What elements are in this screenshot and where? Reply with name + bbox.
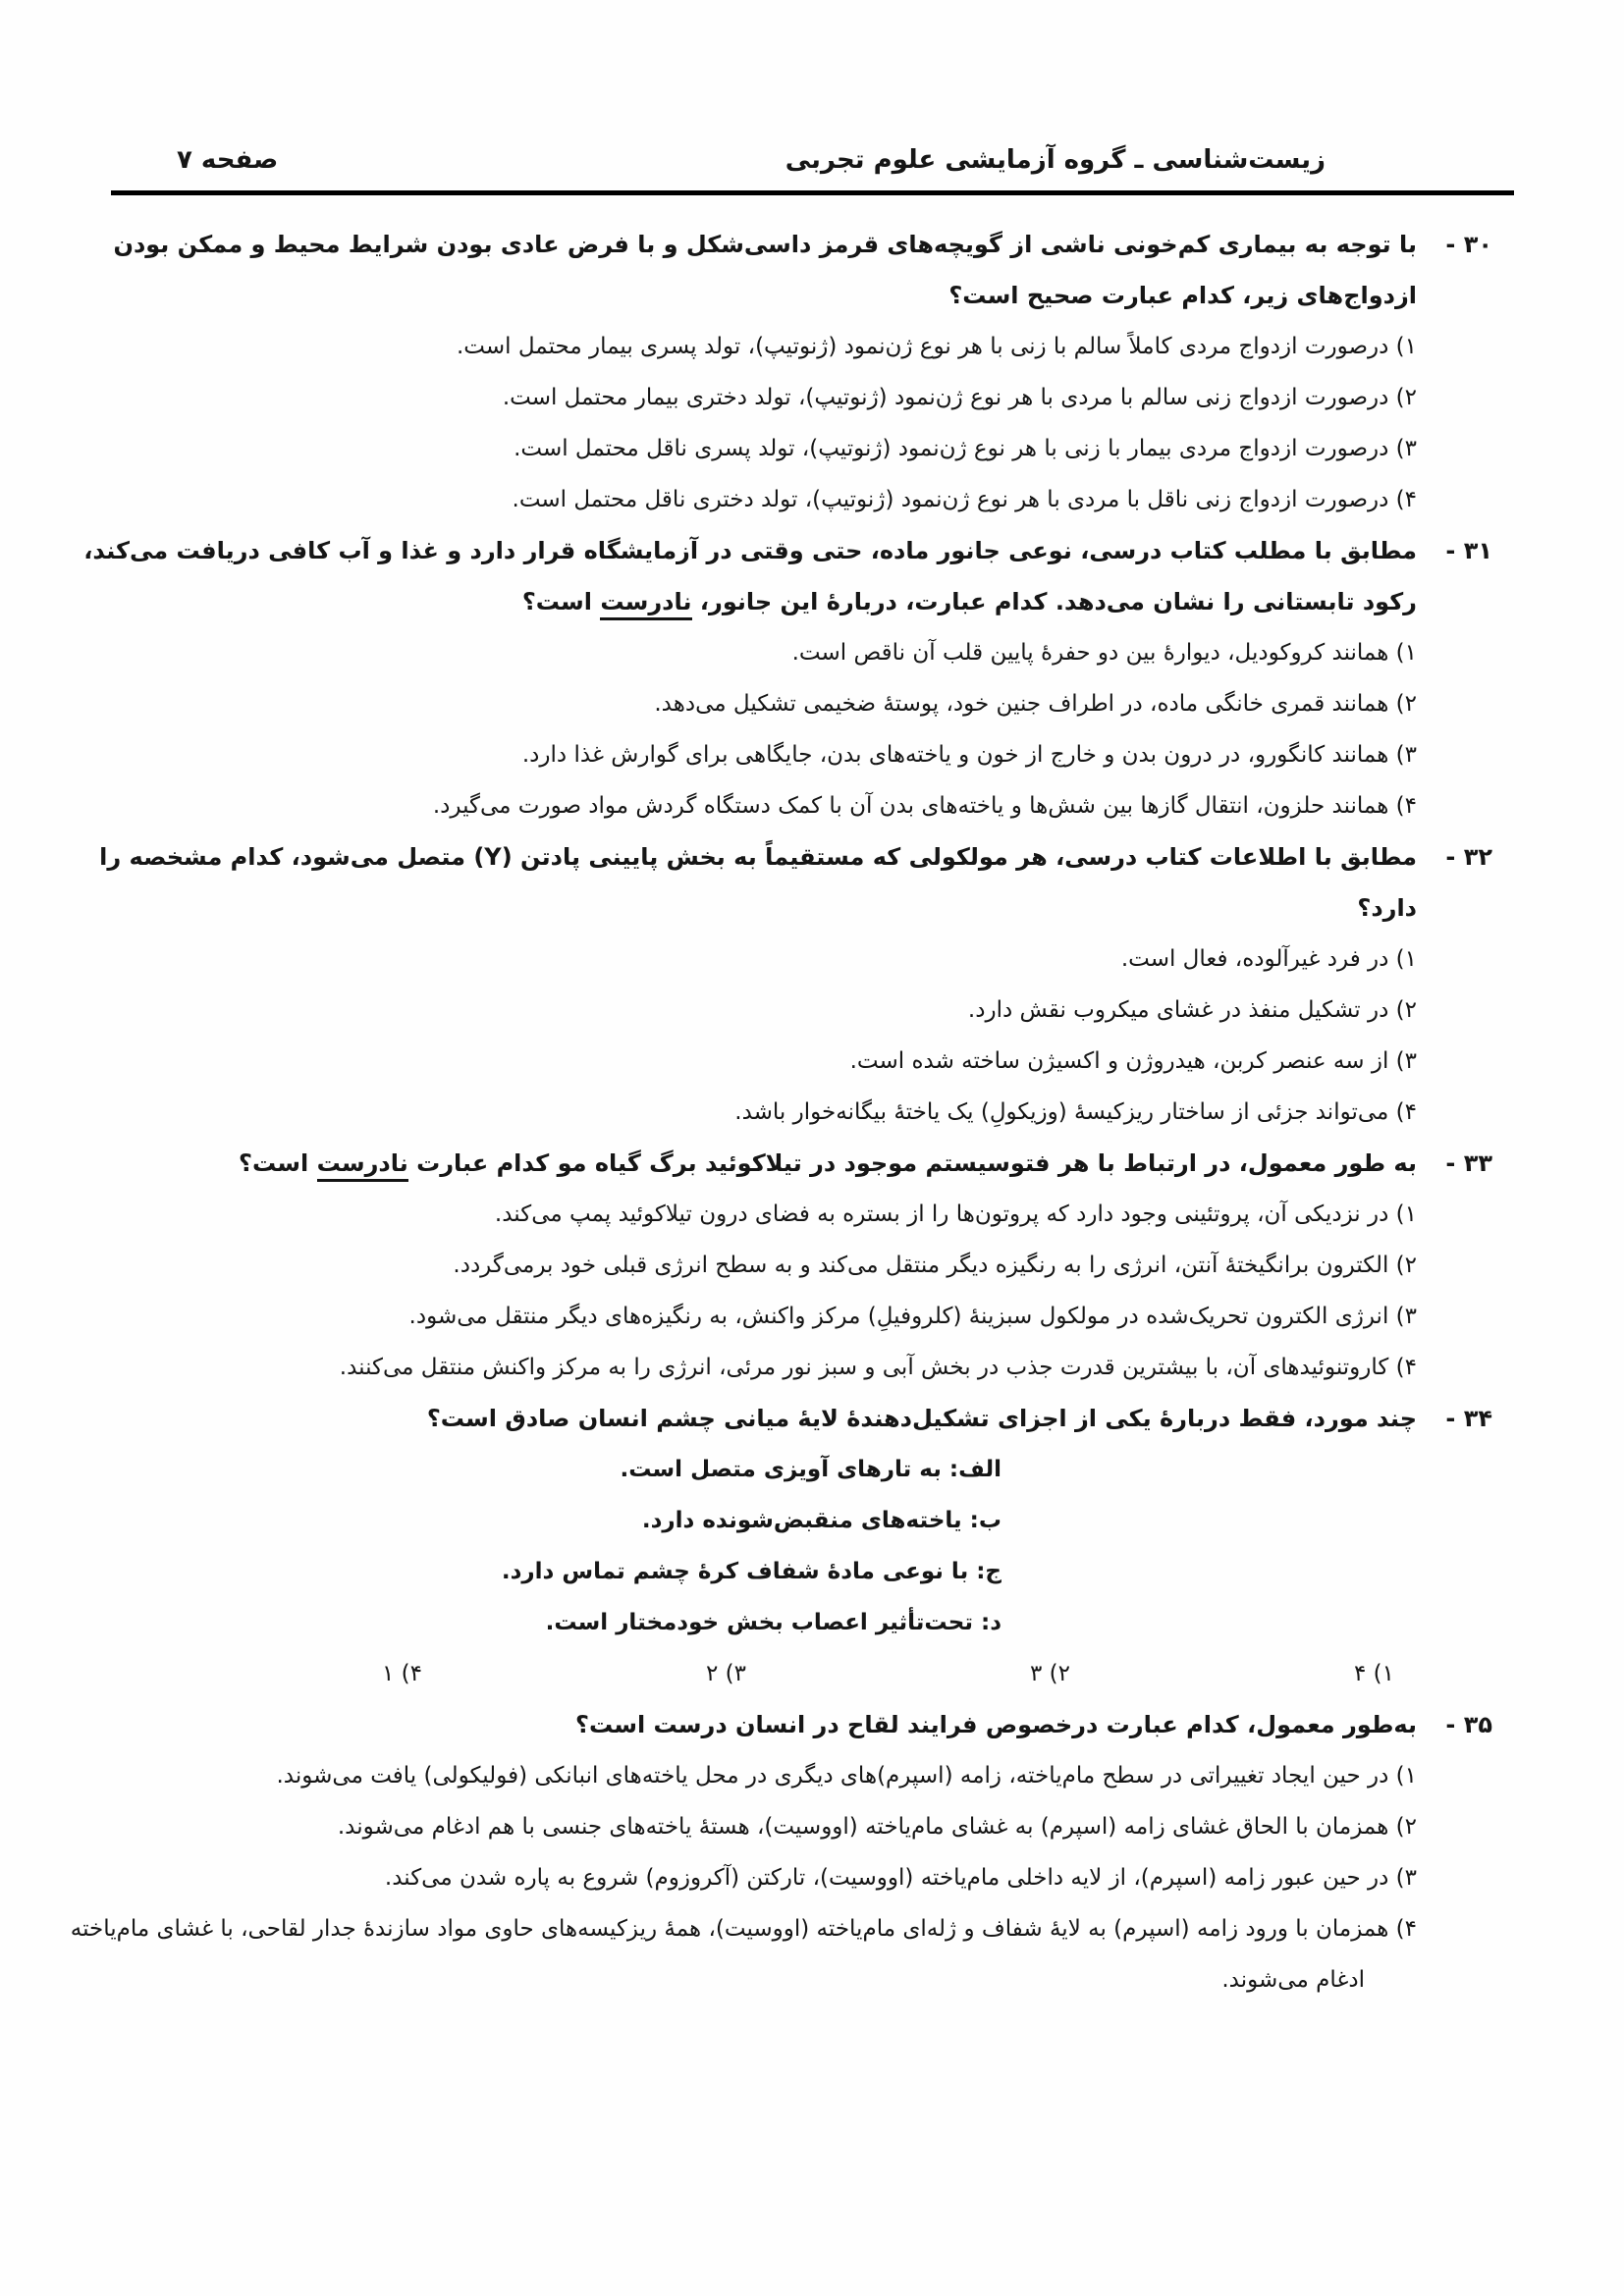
question-32-stem-text: مطابق با اطلاعات کتاب درسی، هر مولکولی که مستقیماً به بخش پایینی پادتن (Y) متصل می‌شود، کدام مشخصه را دارد؟ <box>99 843 1417 922</box>
question-30-stem <box>69 219 1492 321</box>
question-34 <box>69 1393 1492 1699</box>
question-33-stem-text: به طور معمول، در ارتباط با هر فتوسیستم موجود در تیلاکوئید برگ گیاه مو کدام عبارت <box>407 1149 1417 1177</box>
question-33-number: ۳۳ - <box>1445 1149 1492 1177</box>
question-32 <box>69 831 1492 1138</box>
question-31-option-2: ۲) همانند قمری خانگی ماده، در اطراف جنین خود، پوستهٔ ضخیمی تشکیل می‌دهد. <box>654 691 1417 717</box>
question-32-option-4: ۴) می‌تواند جزئی از ساختار ریزکیسهٔ (وزیکولِ) یک یاختهٔ بیگانه‌خوار باشد. <box>734 1099 1417 1125</box>
question-31-stem <box>69 525 1492 627</box>
question-30-option-1: ۱) درصورت ازدواج مردی کاملاً سالم با زنی با هر نوع ژن‌نمود (ژنوتیپ)، تولد پسری بیمار محتمل است. <box>456 334 1417 359</box>
question-32-number: ۳۲ - <box>1445 843 1492 871</box>
question-31-option-1: ۱) همانند کروکودیل، دیوارهٔ بین دو حفرهٔ پایین قلب آن ناقص است. <box>791 640 1417 666</box>
question-31-number: ۳۱ - <box>1445 537 1492 564</box>
question-34-choices-row <box>69 1648 1492 1699</box>
question-35-option-3: ۳) در حین عبور زامه (اسپرم)، از لایه داخلی مام‌یاخته (اووسیت)، تارکتن (آکروزوم) شروع به پاره شدن می‌کند. <box>384 1865 1417 1891</box>
question-32-option-2: ۲) در تشکیل منفذ در غشای میکروب نقش دارد. <box>967 997 1417 1023</box>
question-33 <box>69 1138 1492 1393</box>
exam-title: زیست‌شناسی ـ گروه آزمایشی علوم تجربی <box>785 145 1326 175</box>
question-34-choice-4: ۴) ۱ <box>381 1661 422 1686</box>
question-31-underlined-word: نادرست <box>600 588 691 620</box>
question-30-option-2: ۲) درصورت ازدواج زنی سالم با مردی با هر نوع ژن‌نمود (ژنوتیپ)، تولد دختری بیمار محتمل است. <box>502 385 1417 410</box>
question-32-option-3: ۳) از سه عنصر کربن، هیدروژن و اکسیژن ساخته شده است. <box>849 1048 1417 1074</box>
question-31-option-3: ۳) همانند کانگورو، در درون بدن و خارج از خون و یاخته‌های بدن، جایگاهی برای گوارش غذا دارد. <box>521 742 1417 768</box>
question-34-choice-1: ۱) ۴ <box>1353 1661 1394 1686</box>
question-33-option-4: ۴) کاروتنوئیدهای آن، با بیشترین قدرت جذب در بخش آبی و سبز نور مرئی، انرژی را به مرکز واکنش منتقل می‌کنند. <box>339 1355 1417 1380</box>
page-header <box>69 145 1492 175</box>
question-33-option-2: ۲) الکترون برانگیختهٔ آنتن، انرژی را به رنگیزه دیگر منتقل می‌کند و به سطح انرژی قبلی خود برمی‌گردد. <box>453 1253 1417 1278</box>
question-35-number: ۳۵ - <box>1445 1711 1492 1738</box>
question-33-option-3: ۳) انرژی الکترون تحریک‌شده در مولکول سبزینهٔ (کلروفیلِ) مرکز واکنش، به رنگیزه‌های دیگر منتقل می‌شود. <box>408 1304 1417 1329</box>
question-31-option-4: ۴) همانند حلزون، انتقال گازها بین شش‌ها و یاخته‌های بدن آن با کمک دستگاه گردش مواد صورت می‌گیرد. <box>432 793 1417 819</box>
question-30-stem-text: با توجه به بیماری کم‌خونی ناشی از گویچه‌های قرمز داسی‌شکل و با فرض عادی بودن شرایط محیط و ممکن بودن ازدواج‌های زیر، کدام عبارت صحیح است؟ <box>113 231 1417 309</box>
question-34-item-jim: ج: با نوعی مادهٔ شفاف کرهٔ چشم تماس دارد. <box>501 1559 1001 1584</box>
question-34-number: ۳۴ - <box>1445 1405 1492 1432</box>
question-35-stem-text: به‌طور معمول، کدام عبارت درخصوص فرایند لقاح در انسان درست است؟ <box>575 1711 1417 1738</box>
question-34-stem-text: چند مورد، فقط دربارهٔ یکی از اجزای تشکیل‌دهندهٔ لایهٔ میانی چشم انسان صادق است؟ <box>426 1405 1417 1432</box>
question-35-option-2: ۲) همزمان با الحاق غشای زامه (اسپرم) به غشای مام‌یاخته (اووسیت)، هستهٔ یاخته‌های جنسی با هم ادغام می‌شوند. <box>337 1814 1417 1840</box>
question-35-option-4: ۴) همزمان با ورود زامه (اسپرم) به لایهٔ شفاف و ژله‌ای مام‌یاخته (اووسیت)، همهٔ ریزکیسه‌های حاوی مواد سازندهٔ جدار لقاحی، با غشای مام‌یاخته ادغام می‌شوند. <box>70 1916 1417 1993</box>
header-divider <box>111 190 1514 195</box>
question-30-option-3: ۳) درصورت ازدواج مردی بیمار با زنی با هر نوع ژن‌نمود (ژنوتیپ)، تولد پسری ناقل محتمل است. <box>514 436 1417 461</box>
question-34-item-be: ب: یاخته‌های منقبض‌شونده دارد. <box>641 1508 1001 1533</box>
question-32-stem <box>69 831 1492 934</box>
question-33-underlined-word: نادرست <box>317 1149 408 1182</box>
question-32-option-1: ۱) در فرد غیرآلوده، فعال است. <box>1120 946 1417 972</box>
question-34-stem <box>69 1393 1492 1444</box>
question-33-stem-after: است؟ <box>239 1149 317 1177</box>
question-34-item-dal: د: تحت‌تأثیر اعصاب بخش خودمختار است. <box>545 1610 1001 1635</box>
question-33-option-1: ۱) در نزدیکی آن، پروتئینی وجود دارد که پروتون‌ها را از بستره به فضای درون تیلاکوئید پمپ می‌کند. <box>494 1201 1417 1227</box>
question-34-item-alef: الف: به تارهای آویزی متصل است. <box>620 1457 1001 1482</box>
question-34-choice-3: ۳) ۲ <box>705 1661 746 1686</box>
question-30-option-4: ۴) درصورت ازدواج زنی ناقل با مردی با هر نوع ژن‌نمود (ژنوتیپ)، تولد دختری ناقل محتمل است. <box>512 487 1417 512</box>
question-30 <box>69 219 1492 525</box>
question-35-option-1: ۱) در حین ایجاد تغییراتی در سطح مام‌یاخته، زامه (اسپرم)های دیگری در محل یاخته‌های انبانکی (فولیکولی) یافت می‌شوند. <box>276 1763 1417 1789</box>
question-35 <box>69 1699 1492 2005</box>
question-31 <box>69 525 1492 831</box>
question-31-stem-text: مطابق با مطلب کتاب درسی، نوعی جانور ماده، حتی وقتی در آزمایشگاه قرار دارد و غذا و آب کافی دریافت می‌کند، رکود تابستانی را نشان می‌دهد. کدام عبارت، دربارهٔ این جانور، <box>83 537 1417 615</box>
question-33-stem <box>69 1138 1492 1189</box>
page-number-label: صفحه ۷ <box>177 145 279 175</box>
question-34-choice-2: ۲) ۳ <box>1029 1661 1070 1686</box>
question-31-stem-after: است؟ <box>521 588 601 615</box>
question-35-stem <box>69 1699 1492 1750</box>
question-30-number: ۳۰ - <box>1445 231 1492 258</box>
questions-area <box>69 219 1492 2005</box>
